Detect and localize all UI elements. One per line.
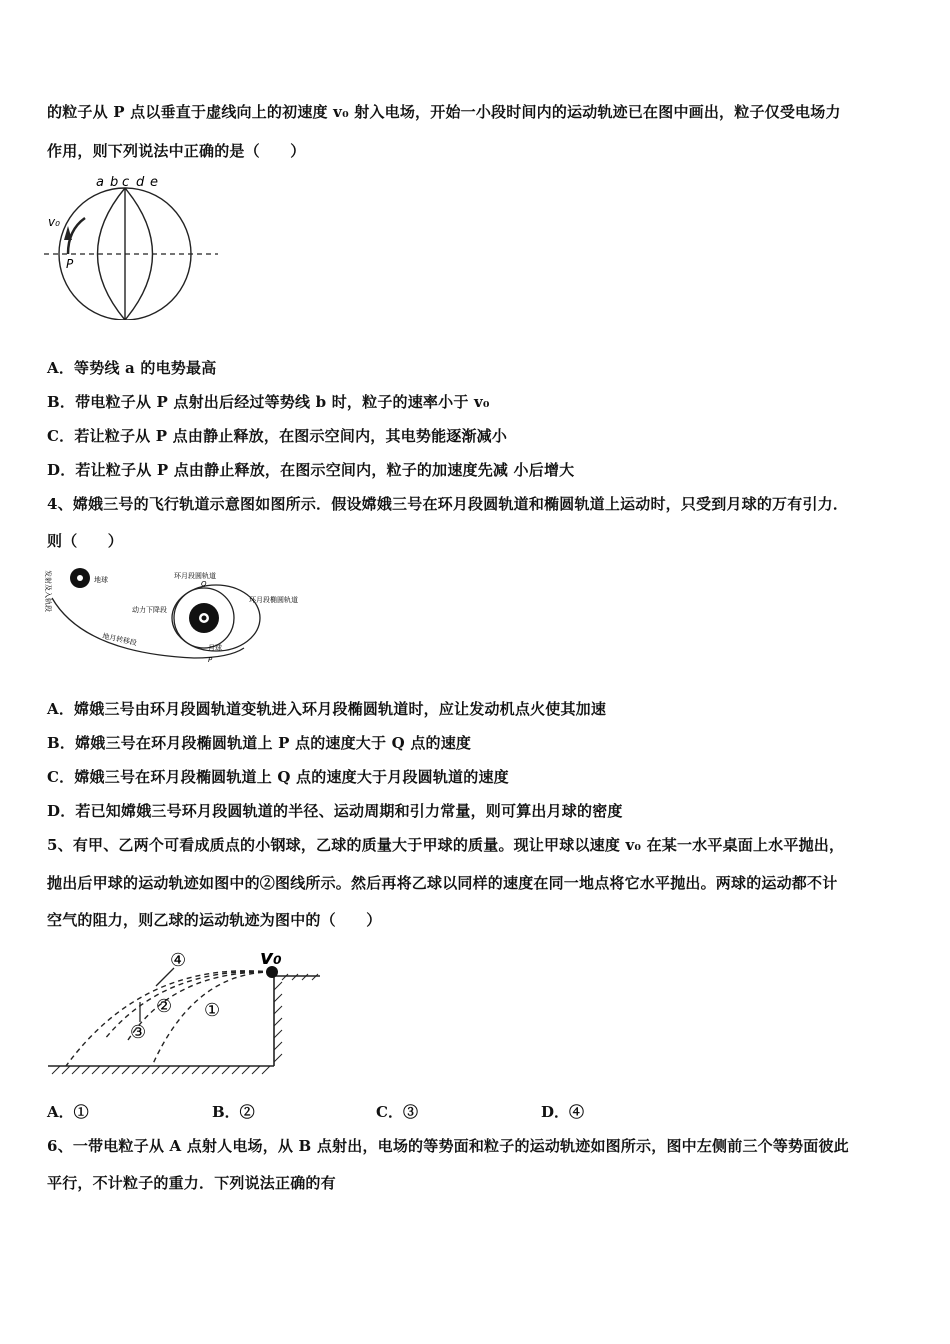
q4-figure-orbit bbox=[44, 558, 314, 670]
label-circle-3: ③ bbox=[130, 1022, 147, 1043]
label-transfer: 地月转移段 bbox=[101, 632, 138, 648]
label-circle-1: ① bbox=[204, 1000, 221, 1021]
q4-stem-line1: 4、嫦娥三号的飞行轨道示意图如图所示．假设嫦娥三号在环月段圆轨道和椭圆轨道上运动时，只受到月球的万有引力． bbox=[47, 495, 849, 513]
label-e: e bbox=[150, 175, 158, 190]
trajectory-2 bbox=[128, 972, 272, 1040]
q5-stem-line2: 抛出后甲球的运动轨迹如图中的②图线所示。然后再将乙球以同样的速度在同一地点将它水平抛出。两球的运动都不计 bbox=[47, 874, 838, 892]
label-d: d bbox=[136, 175, 145, 190]
q3-figure-equipotential bbox=[40, 170, 230, 320]
q5-option-b: B．② bbox=[212, 1103, 255, 1121]
q6-stem-line1: 6、一带电粒子从 A 点射人电场，从 B 点射出，电场的等势面和粒子的运动轨迹如图所示，图中左侧前三个等势面彼此 bbox=[47, 1137, 849, 1155]
q3-option-c: C．若让粒子从 P 点由静止释放，在图示空间内，其电势能逐渐减小 bbox=[47, 427, 508, 445]
q5-option-d: D．④ bbox=[541, 1103, 585, 1121]
label-q: Q bbox=[201, 580, 207, 588]
label-circle-2: ② bbox=[156, 996, 173, 1017]
q3-option-a: A．等势线 a 的电势最高 bbox=[47, 359, 217, 377]
q3-option-b: B．带电粒子从 P 点射出后经过等势线 b 时，粒子的速率小于 v₀ bbox=[47, 393, 490, 411]
label-ellipse-orbit: 环月段椭圆轨道 bbox=[249, 596, 298, 604]
q5-stem-line1: 5、有甲、乙两个可看成质点的小钢球，乙球的质量大于甲球的质量。现让甲球以速度 v₀ 在某一水平桌面上水平抛出， bbox=[47, 836, 845, 854]
label-b: b bbox=[110, 175, 119, 190]
q4-option-c: C．嫦娥三号在环月段椭圆轨道上 Q 点的速度大于月段圆轨道的速度 bbox=[47, 768, 509, 786]
q6-stem-line2: 平行，不计粒子的重力．下列说法正确的有 bbox=[47, 1174, 336, 1192]
label-p: P bbox=[66, 257, 74, 271]
label-circle-4: ④ bbox=[170, 950, 187, 971]
q3-option-d: D．若让粒子从 P 点由静止释放，在图示空间内，粒子的加速度先减 小后增大 bbox=[47, 461, 575, 479]
label-moon: 月球 bbox=[208, 644, 222, 652]
q4-option-b: B．嫦娥三号在环月段椭圆轨道上 P 点的速度大于 Q 点的速度 bbox=[47, 734, 472, 752]
q4-stem-line2: 则（ ） bbox=[47, 532, 124, 550]
q4-option-a: A．嫦娥三号由环月段圆轨道变轨进入环月段椭圆轨道时，应让发动机点火使其加速 bbox=[47, 700, 607, 718]
label-v0-projectile: v₀ bbox=[260, 945, 282, 969]
label-c: c bbox=[122, 175, 130, 190]
trajectory-4 bbox=[66, 971, 272, 1066]
q5-figure-projectile bbox=[44, 940, 328, 1076]
label-earth: 地球 bbox=[94, 576, 108, 584]
label-circle-orbit: 环月段圆轨道 bbox=[174, 572, 216, 580]
q5-option-c: C．③ bbox=[376, 1103, 418, 1121]
q5-stem-line3: 空气的阻力，则乙球的运动轨迹为图中的（ ） bbox=[47, 911, 382, 929]
q4-option-d: D．若已知嫦娥三号环月段圆轨道的半径、运动周期和引力常量，则可算出月球的密度 bbox=[47, 802, 623, 820]
label-p-orbit: P bbox=[208, 656, 213, 664]
label-descent: 动力下降段 bbox=[132, 606, 167, 614]
label-v0: v₀ bbox=[48, 215, 60, 229]
q3-stem-line2: 作用，则下列说法中正确的是（ ） bbox=[47, 142, 306, 160]
velocity-arrow bbox=[64, 226, 72, 240]
q5-option-a: A．① bbox=[47, 1103, 89, 1121]
label-launch: 发射及入轨段 bbox=[44, 570, 52, 612]
label-a: a bbox=[96, 175, 104, 190]
q3-stem-line1: 的粒子从 P 点以垂直于虚线向上的初速度 v₀ 射入电场，开始一小段时间内的运动轨迹已在图中画出，粒子仅受电场力 bbox=[47, 103, 841, 121]
